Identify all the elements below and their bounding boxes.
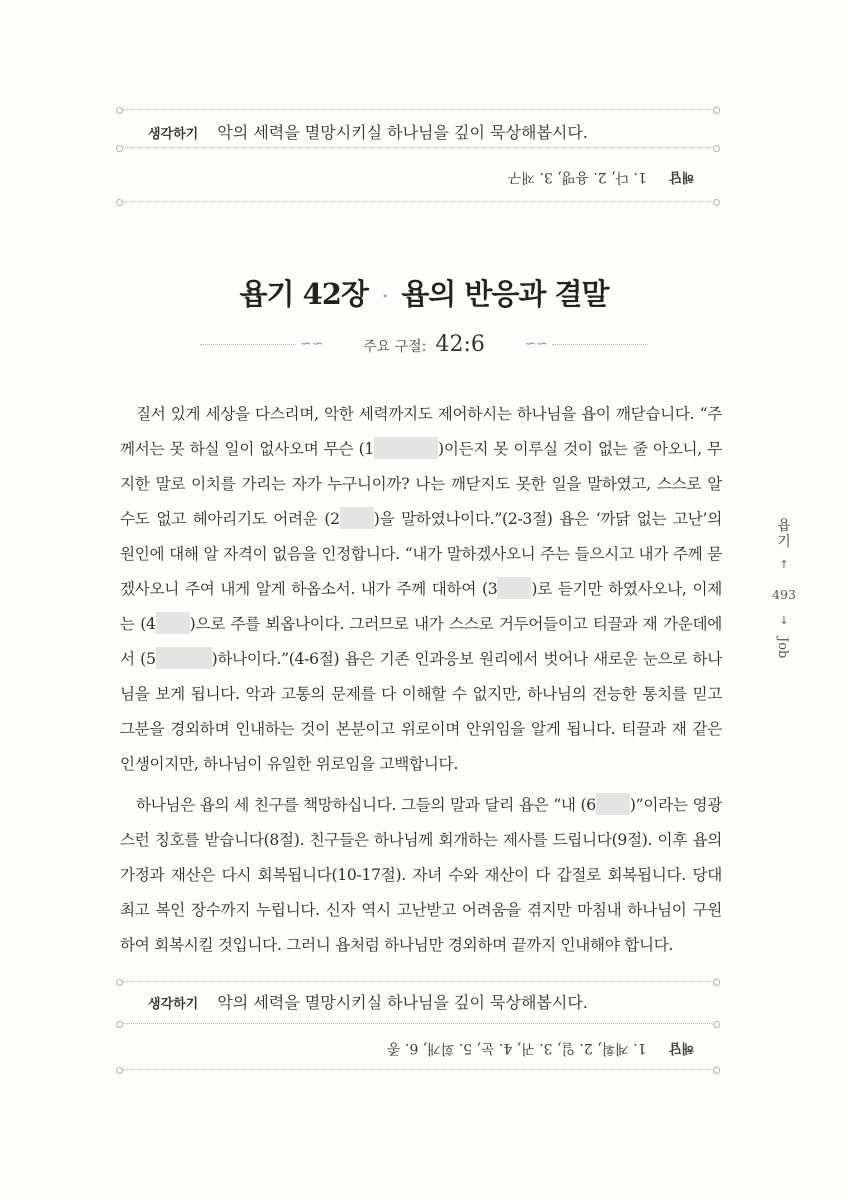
think-text: 악의 세력을 멸망시키실 하나님을 깊이 묵상해봅시다. xyxy=(217,123,588,142)
bottom-rule-middle xyxy=(120,1023,716,1024)
chapter-title xyxy=(0,272,848,313)
answer-blank-3 xyxy=(497,577,531,599)
top-rule-lower xyxy=(120,201,716,202)
bottom-think-line xyxy=(148,990,588,1013)
answer-label: 해답 xyxy=(668,1040,694,1055)
body-text xyxy=(120,397,722,963)
top-think-line xyxy=(148,120,588,143)
key-verse-rule-right xyxy=(552,344,648,345)
chapter-title-left: 욥기 42장 xyxy=(239,277,368,311)
flourish-ornament-left: ∽∽ xyxy=(300,336,324,352)
book-name-vertical: 욥기 xyxy=(777,518,791,550)
answer-blank-5 xyxy=(156,647,212,669)
top-rule-middle xyxy=(120,147,716,148)
bottom-rule-upper xyxy=(120,981,716,982)
answer-text: 1. 다, 2. 용맹, 3. 재구 xyxy=(507,169,647,185)
title-separator: · xyxy=(381,285,388,307)
answer-blank-1 xyxy=(374,437,438,459)
key-verse-label: 주요 구절: xyxy=(363,339,427,355)
answer-blank-6 xyxy=(596,793,630,815)
bottom-answer-upside-down xyxy=(387,1039,694,1059)
key-verse-ref: 42:6 xyxy=(435,332,485,357)
paragraph-1: 질서 있게 세상을 다스리며, 악한 세력까지도 제어하시는 하나님을 욥이 깨닫습니다. “주께서는 못 하실 일이 없사오며 무슨 (1 )이든지 못 이루실 것이 없는 줄 아오니, 무지한 말로 이치를 가리는 자가 누구니이까? 나는 깨닫지도 못한 일을 말하였고, 스스로 알 수도 없고 헤아리기도 어려운 (2 )을 말하였나이다.”(2-3절) 욥은 ‘까닭 없는 고난’의 원인에 대해 알 자격이 없음을 인정합니다. “내가 말하겠사오니 주는 들으시고 내가 주께 묻겠사오니 주여 내게 알게 하옵소서. 내가 주께 대하여 (3 )로 듣기만 하였사오나, 이제는 (4 )으로 주를 뵈옵나이다. 그러므로 내가 스스로 거두어들이고 티끌과 재 가운데에서 (5 )하나이다.”(4-6절) 욥은 기존 인과응보 원리에서 벗어나 새로운 눈으로 하나님을 보게 됩니다. 악과 고통의 문제를 다 이해할 수 없지만, 하나님의 전능한 통치를 믿고 그분을 경외하며 인내하는 것이 본분이고 위로이며 안위임을 알게 됩니다. 티끌과 재 같은 인생이지만, 하나님이 유일한 위로임을 고백합니다. xyxy=(120,405,723,773)
answer-blank-4 xyxy=(156,612,190,634)
arrow-up-icon: ↑ xyxy=(779,558,789,571)
answer-text: 1. 계획, 2. 일, 3. 귀, 4. 눈, 5. 회개, 6. 종 xyxy=(386,1040,647,1056)
answer-label: 해답 xyxy=(668,169,694,184)
top-answer-upside-down xyxy=(508,168,694,188)
think-label: 생각하기 xyxy=(148,127,199,142)
top-rule-upper xyxy=(120,109,716,110)
answer-blank-2 xyxy=(340,507,374,529)
chapter-title-right: 욥의 반응과 결말 xyxy=(401,277,609,311)
flourish-ornament-right: ∽∽ xyxy=(524,336,548,352)
arrow-down-icon: ↓ xyxy=(779,614,789,627)
key-verse-line xyxy=(200,332,648,357)
think-label: 생각하기 xyxy=(148,997,199,1012)
bottom-rule-lower xyxy=(120,1069,716,1070)
paragraph-2: 하나님은 욥의 세 친구를 책망하십니다. 그들의 말과 달리 욥은 “내 (6 )”이라는 영광스런 칭호를 받습니다(8절). 친구들은 하나님께 회개하는 제사를 드립니다(9절). 이후 욥의 가정과 재산은 다시 회복됩니다(10-17절). 자녀 수와 재산이 다 갑절로 회복됩니다. 당대 최고 복인 장수까지 누립니다. 신자 역시 고난받고 어려움을 겪지만 마침내 하나님이 구원하여 회복시킬 것입니다. 그러니 욥처럼 하나님만 경외하며 끝까지 인내해야 합니다. xyxy=(120,788,722,963)
page-number: 493 xyxy=(772,587,796,602)
think-text: 악의 세력을 멸망시키실 하나님을 깊이 묵상해봅시다. xyxy=(217,993,588,1012)
book-name-english: Job xyxy=(775,637,790,659)
